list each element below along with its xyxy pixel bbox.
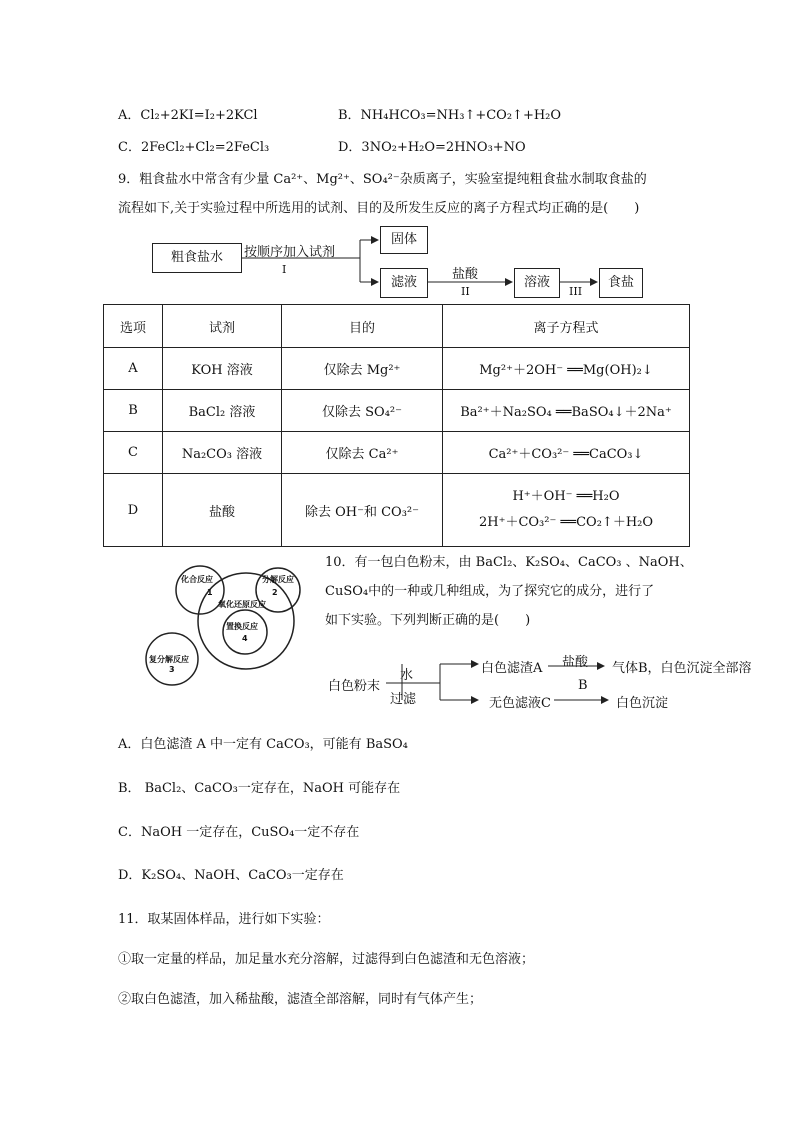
venn-redox-label: 氧化还原反应 (218, 600, 266, 609)
flow-step-2-label: II (461, 285, 470, 298)
table-cell-option: C (104, 432, 163, 474)
q10-hcl-label: 盐酸 (562, 655, 589, 670)
flow-step-3-label: III (569, 285, 583, 298)
table-header-row (104, 305, 690, 348)
table-cell-reagent: KOH 溶液 (163, 348, 282, 390)
q10-option-a: A．白色滤渣 A 中一定有 CaCO₃，可能有 BaSO₄ (118, 737, 408, 752)
table-cell-reagent: BaCl₂ 溶液 (163, 390, 282, 432)
q11-stem: 11．取某固体样品，进行如下实验： (118, 912, 330, 927)
table-cell-equation: Ca²⁺＋CO₃²⁻ ══CaCO₃↓ (443, 432, 690, 474)
q9-stem-line2: 流程如下,关于实验过程中所选用的试剂、目的及所发生反应的离子方程式均正确的是( ) (118, 201, 640, 216)
table-cell-option: D (104, 474, 163, 547)
table-cell-reagent: 盐酸 (163, 474, 282, 547)
table-header-option: 选项 (104, 305, 163, 348)
venn-combination-label: 化合反应 (181, 575, 213, 584)
venn-displacement-label: 置换反应 (226, 622, 258, 631)
table-cell-purpose: 仅除去 Mg²⁺ (282, 348, 443, 390)
flow-add-reagents-label: 按顺序加入试剂 (244, 245, 336, 260)
q10-water-label: 水 (400, 668, 414, 683)
table-cell-option: B (104, 390, 163, 432)
table-header-purpose: 目的 (282, 305, 443, 348)
flow-crude-brine-box: 粗食盐水 (152, 243, 242, 273)
q10-option-d: D．K₂SO₄、NaOH、CaCO₃一定存在 (118, 868, 344, 883)
q10-residue-a-label: 白色滤渣A (481, 661, 543, 676)
q9-stem-line1: 9．粗食盐水中常含有少量 Ca²⁺、Mg²⁺、SO₄²⁻杂质离子，实验室提纯粗食盐水制取食盐的 (118, 172, 647, 187)
table-cell-option: A (104, 348, 163, 390)
table-header-reagent: 试剂 (163, 305, 282, 348)
table-row (104, 390, 690, 432)
q10-option-c: C．NaOH 一定存在，CuSO₄一定不存在 (118, 825, 360, 840)
table-cell-equation: Ba²⁺＋Na₂SO₄ ══BaSO₄↓＋2Na⁺ (443, 390, 690, 432)
q10-white-powder-label: 白色粉末 (328, 679, 381, 694)
venn-decomposition-label: 分解反应 (262, 575, 294, 584)
q8-option-d: D．3NO₂+H₂O=2HNO₃+NO (338, 140, 526, 155)
flow-filtrate-box: 滤液 (380, 268, 428, 298)
q11-step2: ②取白色滤渣，加入稀盐酸，滤渣全部溶解，同时有气体产生； (118, 992, 483, 1007)
flow-solution-box: 溶液 (514, 268, 560, 298)
venn-double-decomposition-number: 3 (169, 665, 175, 674)
venn-double-decomposition-label: 复分解反应 (149, 655, 189, 664)
flow-solid-box: 固体 (380, 226, 428, 254)
q10-stem-line1: 10．有一包白色粉末，由 BaCl₂、K₂SO₄、CaCO₃ 、NaOH、 (325, 555, 693, 570)
q10-filtrate-c-label: 无色滤液C (489, 696, 551, 711)
venn-decomposition-number: 2 (272, 588, 278, 597)
q8-option-a: A．Cl₂+2KI=I₂+2KCl (118, 108, 258, 123)
q10-filter-label: 过滤 (390, 692, 417, 707)
table-row (104, 474, 690, 547)
q9-options-table (103, 304, 690, 547)
venn-displacement-circle (223, 610, 267, 654)
table-cell-reagent: Na₂CO₃ 溶液 (163, 432, 282, 474)
q10-gas-result-label: 气体B，白色沉淀全部溶 (612, 661, 752, 676)
table-cell-equation (443, 474, 690, 547)
table-cell-purpose: 仅除去 SO₄²⁻ (282, 390, 443, 432)
q8-option-b: B．NH₄HCO₃=NH₃↑+CO₂↑+H₂O (338, 108, 562, 123)
q10-stem-line2: CuSO₄中的一种或几种组成，为了探究它的成分，进行了 (325, 584, 655, 599)
table-cell-purpose: 除去 OH⁻和 CO₃²⁻ (282, 474, 443, 547)
table-header-equation: 离子方程式 (443, 305, 690, 348)
table-row (104, 348, 690, 390)
q10-stem-line3: 如下实验。下列判断正确的是( ) (325, 613, 531, 628)
table-cell-purpose: 仅除去 Ca²⁺ (282, 432, 443, 474)
flow-step-1-label: I (282, 263, 287, 276)
q10-option-b: B． BaCl₂、CaCO₃一定存在，NaOH 可能存在 (118, 781, 401, 796)
table-row (104, 432, 690, 474)
venn-combination-number: 1 (207, 588, 213, 597)
venn-displacement-number: 4 (242, 634, 248, 643)
q11-step1: ①取一定量的样品，加足量水充分溶解，过滤得到白色滤渣和无色溶液； (118, 952, 535, 967)
flow-salt-box: 食盐 (599, 268, 643, 298)
flow-hcl-label: 盐酸 (452, 267, 479, 282)
equation-line-2: 2H⁺＋CO₃²⁻ ══CO₂↑＋H₂O (478, 515, 654, 530)
q8-option-c: C．2FeCl₂+Cl₂=2FeCl₃ (118, 140, 270, 155)
equation-line-1: H⁺＋OH⁻ ══H₂O (512, 489, 620, 504)
q10-precipitate-label: 白色沉淀 (616, 696, 669, 711)
q10-b-label: B (578, 678, 588, 693)
table-cell-equation: Mg²⁺＋2OH⁻ ══Mg(OH)₂↓ (443, 348, 690, 390)
